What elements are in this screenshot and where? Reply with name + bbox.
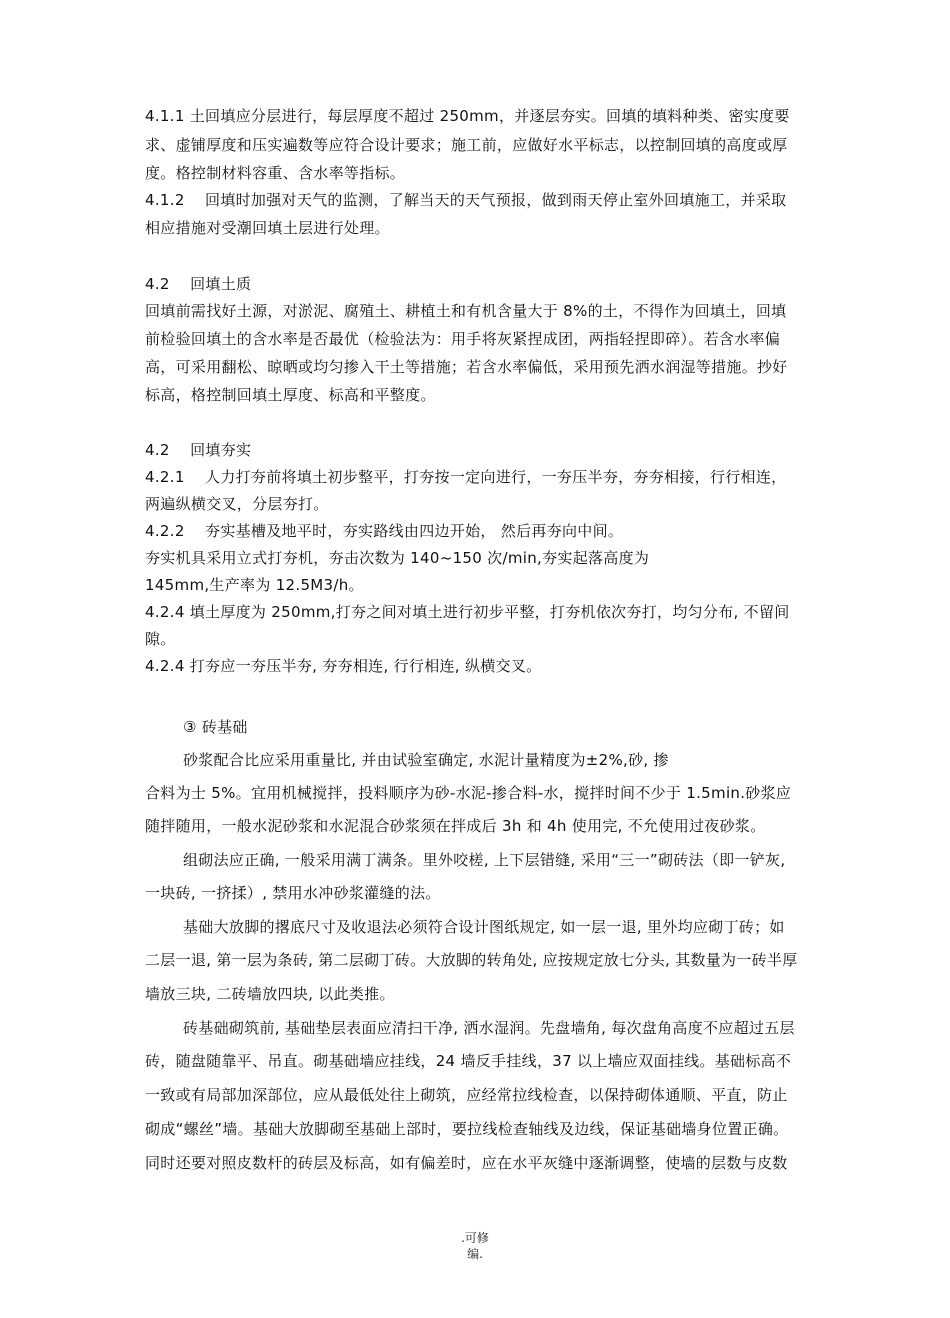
text-line: 高，可采用翻松、晾晒或均匀掺入干土等措施；若含水率偏低，采用预先洒水润湿等措施。抄好 bbox=[145, 358, 788, 376]
text-line: 回填前需找好土源，对淤泥、腐殖土、耕植土和有机含量大于 8%的土，不得作为回填土，回填 bbox=[145, 302, 787, 320]
text-line: 砌成“螺丝”墙。基础大放脚砌至基础上部时，要拉线检查轴线及边线，保证基础墙身位置正确。 bbox=[145, 1120, 789, 1138]
footer-line: 编. bbox=[467, 1247, 483, 1261]
text-line: 两遍纵横交叉，分层夯打。 bbox=[145, 495, 329, 513]
text-line: 度。格控制材料容重、含水率等指标。 bbox=[145, 164, 406, 182]
text-line: 求、虚铺厚度和压实遍数等应符合设计要求；施工前，应做好水平标志，以控制回填的高度或厚 bbox=[145, 136, 788, 154]
text-line: 同时还要对照皮数杆的砖层及标高，如有偏差时，应在水平灰缝中逐渐调整，使墙的层数与皮数 bbox=[145, 1154, 788, 1172]
text-line: 4.2.4 填土厚度为 250mm,打夯之间对填土进行初步平整，打夯机依次夯打，均匀分布, 不留间 bbox=[145, 603, 790, 621]
text-line: 砖，随盘随靠平、吊直。砌基础墙应挂线，24 墙反手挂线，37 以上墙应双面挂线。基础标高不 bbox=[145, 1052, 792, 1070]
section-heading: 4.2 回填夯实 bbox=[145, 441, 252, 459]
text-line: 相应措施对受潮回填土层进行处理。 bbox=[145, 219, 390, 237]
text-line: 4.2.1 人力打夯前将填土初步整平，打夯按一定向进行，一夯压半夯，夯夯相接，行行相连， bbox=[145, 468, 787, 486]
footer-line: .可修 bbox=[461, 1231, 489, 1245]
text-line: 随拌随用，一般水泥砂浆和水泥混合砂浆须在拌成后 3h 和 4h 使用完, 不允使用过夜砂浆。 bbox=[145, 817, 766, 835]
text-line: 夯实机具采用立式打夯机，夯击次数为 140~150 次/min,夯实起落高度为 bbox=[145, 549, 650, 567]
text-line: 组砌法应正确, 一般采用满丁满条。里外咬槎, 上下层错缝, 采用“三一”砌砖法（即一铲灰, bbox=[183, 851, 786, 869]
text-line: 4.1.1 土回填应分层进行，每层厚度不超过 250mm，并逐层夯实。回填的填料种类、密实度要 bbox=[145, 107, 790, 125]
page-footer bbox=[0, 1230, 950, 1262]
text-line: 砂浆配合比应采用重量比, 并由试验室确定, 水泥计量精度为±2%,砂, 掺 bbox=[183, 751, 669, 769]
text-line: 基础大放脚的撂底尺寸及收退法必须符合设计图纸规定, 如一层一退, 里外均应砌丁砖；如 bbox=[183, 918, 785, 936]
section-heading: ③ 砖基础 bbox=[183, 718, 248, 736]
text-line: 一致或有局部加深部位，应从最低处往上砌筑，应经常拉线检查，以保持砌体通顺、平直，防止 bbox=[145, 1086, 788, 1104]
text-line: 墙放三块, 二砖墙放四块, 以此类推。 bbox=[145, 985, 395, 1003]
text-line: 标高，格控制回填土厚度、标高和平整度。 bbox=[145, 386, 436, 404]
text-line: 145mm,生产率为 12.5M3/h。 bbox=[145, 576, 364, 594]
text-line: 隙。 bbox=[145, 630, 176, 648]
text-line: 4.1.2 回填时加强对天气的监测，了解当天的天气预报，做到雨天停止室外回填施工，并采取 bbox=[145, 191, 787, 209]
text-line: 4.2.2 夯实基槽及地平时，夯实路线由四边开始， 然后再夯向中间。 bbox=[145, 522, 624, 540]
text-line: 合料为士 5%。宜用机械搅拌，投料顺序为砂-水泥-掺合料-水，搅拌时间不少于 1.5min.砂浆应 bbox=[145, 784, 792, 802]
text-line: 砖基础砌筑前, 基础垫层表面应清扫干净, 洒水湿润。先盘墙角, 每次盘角高度不应超过五层 bbox=[183, 1019, 795, 1037]
section-heading: 4.2 回填土质 bbox=[145, 275, 252, 293]
text-line: 4.2.4 打夯应一夯压半夯, 夯夯相连, 行行相连, 纵横交叉。 bbox=[145, 657, 542, 675]
text-line: 二层一退, 第一层为条砖, 第二层砌丁砖。大放脚的转角处, 应按规定放七分头, 其数量为一砖半厚 bbox=[145, 951, 798, 969]
text-line: 前检验回填土的含水率是否最优（检验法为：用手将灰紧捏成团，两指轻捏即碎）。若含水率偏 bbox=[145, 330, 781, 348]
text-line: 一块砖, 一挤揉）, 禁用水冲砂浆灌缝的法。 bbox=[145, 884, 441, 902]
